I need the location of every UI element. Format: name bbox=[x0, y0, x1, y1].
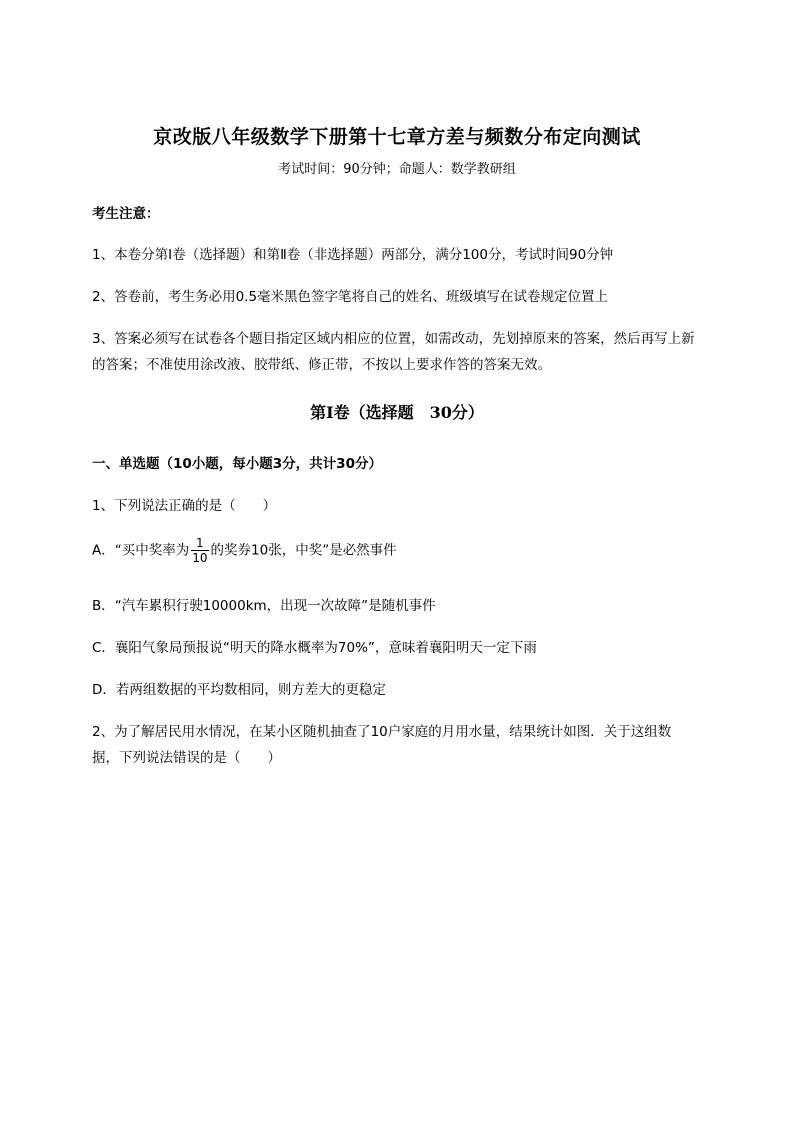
question-2-stem-line-2: 据，下列说法错误的是（ ） bbox=[92, 750, 281, 766]
option-a-suffix: 的奖券10张，中奖”是必然事件 bbox=[210, 542, 397, 559]
notice-item-1: 1、本卷分第I卷（选择题）和第Ⅱ卷（非选择题）两部分，满分100分，考试时间90分钟 bbox=[92, 247, 614, 263]
fraction-denominator: 10 bbox=[192, 551, 208, 565]
fraction-numerator: 1 bbox=[191, 536, 208, 551]
question-1-option-b: B．“汽车累积行驶10000km，出现一次故障”是随机事件 bbox=[92, 598, 436, 614]
notice-heading: 考生注意： bbox=[92, 206, 160, 222]
question-2-stem-line-1: 2、为了解居民用水情况，在某小区随机抽查了10户家庭的月用水量，结果统计如图．关于这组数 bbox=[92, 724, 672, 740]
notice-item-3: 3、答案必须写在试卷各个题目指定区域内相应的位置，如需改动，先划掉原来的答案，然后再写上新 bbox=[92, 331, 695, 347]
exam-title: 京改版八年级数学下册第十七章方差与频数分布定向测试 bbox=[153, 126, 641, 148]
notice-item-2: 2、答卷前，考生务必用0.5毫米黑色签字笔将自己的姓名、班级填写在试卷规定位置上 bbox=[92, 289, 609, 305]
fraction bbox=[191, 536, 208, 565]
question-1-option-c: C．襄阳气象局预报说“明天的降水概率为70%”，意味着襄阳明天一定下雨 bbox=[92, 640, 537, 656]
exam-subtitle: 考试时间：90分钟；命题人：数学教研组 bbox=[278, 162, 516, 177]
question-1-option-a bbox=[92, 536, 397, 565]
section-title: 第I卷（选择题 30分） bbox=[310, 403, 484, 422]
notice-item-3-cont: 的答案；不准使用涂改液、胶带纸、修正带，不按以上要求作答的答案无效。 bbox=[92, 357, 551, 373]
option-a-prefix: A．“买中奖率为 bbox=[92, 542, 190, 559]
question-1-stem: 1、下列说法正确的是（ ） bbox=[92, 498, 277, 514]
part-heading: 一、单选题（10小题，每小题3分，共计30分） bbox=[92, 456, 382, 472]
question-1-option-d: D．若两组数据的平均数相同，则方差大的更稳定 bbox=[92, 682, 386, 698]
